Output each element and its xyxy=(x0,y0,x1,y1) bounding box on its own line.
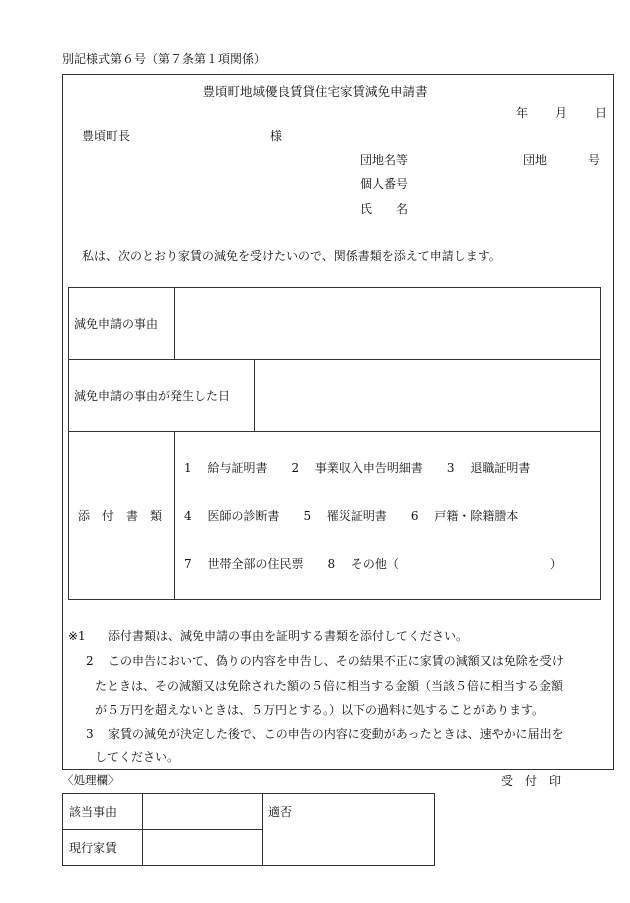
processing-col-divider xyxy=(142,793,143,866)
table-row-divider xyxy=(68,431,601,432)
note-2-line-1: この申告において、偽りの内容を申告し、その結果不正に家賃の減額又は免除を受け xyxy=(108,654,564,668)
note-3-line-1: 家賃の減免が決定した後で、この申告の内容に変動があったときは、速やかに届出を xyxy=(108,727,564,741)
table-col-divider xyxy=(254,359,255,431)
reason-label: 減免申請の事由 xyxy=(74,317,159,331)
attachment-line-2: 4 医師の診断書 5 罹災証明書 6 戸籍・除籍謄本 xyxy=(184,509,519,523)
attachments-label: 添 付 書 類 xyxy=(78,509,163,523)
current-rent-label: 現行家賃 xyxy=(69,841,118,855)
room-unit: 号 xyxy=(588,153,601,167)
reason-field[interactable] xyxy=(180,303,594,353)
applicant-name-label: 氏 名 xyxy=(360,202,409,216)
addressee-name: 豊頃町長 xyxy=(82,129,131,143)
attachment-other-close: ） xyxy=(550,557,563,571)
note-2-mark: 2 xyxy=(86,654,94,668)
form-reference: 別記様式第６号（第７条第１項関係） xyxy=(62,52,267,66)
processing-row-divider xyxy=(62,829,262,830)
danchi-label: 団地名等 xyxy=(360,153,409,167)
table-col-divider xyxy=(174,287,175,359)
approval-label: 適否 xyxy=(268,805,293,819)
attachment-line-1: 1 給与証明書 2 事業収入申告明細書 3 退職証明書 xyxy=(184,461,531,475)
table-row-divider xyxy=(68,359,601,360)
addressee-honorific: 様 xyxy=(270,129,283,143)
personal-number-label: 個人番号 xyxy=(360,177,409,191)
reception-stamp-label: 受 付 印 xyxy=(501,774,562,788)
table-col-divider xyxy=(174,431,175,600)
note-1-mark: ※1 xyxy=(68,629,86,643)
date-year-label: 年 xyxy=(516,106,529,120)
note-1-text: 添付書類は、減免申請の事由を証明する書類を添付してください。 xyxy=(108,629,469,643)
form-title: 豊頃町地域優良賃貸住宅家賃減免申請書 xyxy=(202,84,428,99)
note-2-line-2: たときは、その減額又は免除された額の５倍に相当する金額（当該５倍に相当する金額 xyxy=(95,679,564,693)
date-month-label: 月 xyxy=(555,106,568,120)
note-2-line-3: が５万円を超えないときは、５万円とする。）以下の過料に処することがあります。 xyxy=(95,703,545,717)
note-3-line-2: してください。 xyxy=(95,750,180,764)
intro-statement: 私は、次のとおり家賃の減免を受けたいので、関係書類を添えて申請します。 xyxy=(82,249,501,263)
applicable-reason-label: 該当事由 xyxy=(69,805,118,819)
danchi-unit: 団地 xyxy=(523,153,548,167)
note-3-mark: 3 xyxy=(86,727,94,741)
attachment-line-3: 7 世帯全部の住民票 8 その他（ xyxy=(184,557,399,571)
date-day-label: 日 xyxy=(595,106,608,120)
processing-col-divider xyxy=(262,793,263,866)
processing-label: 〈処理欄〉 xyxy=(62,773,120,787)
occurrence-date-field[interactable] xyxy=(260,375,594,425)
occurrence-date-label: 減免申請の事由が発生した日 xyxy=(74,389,231,403)
